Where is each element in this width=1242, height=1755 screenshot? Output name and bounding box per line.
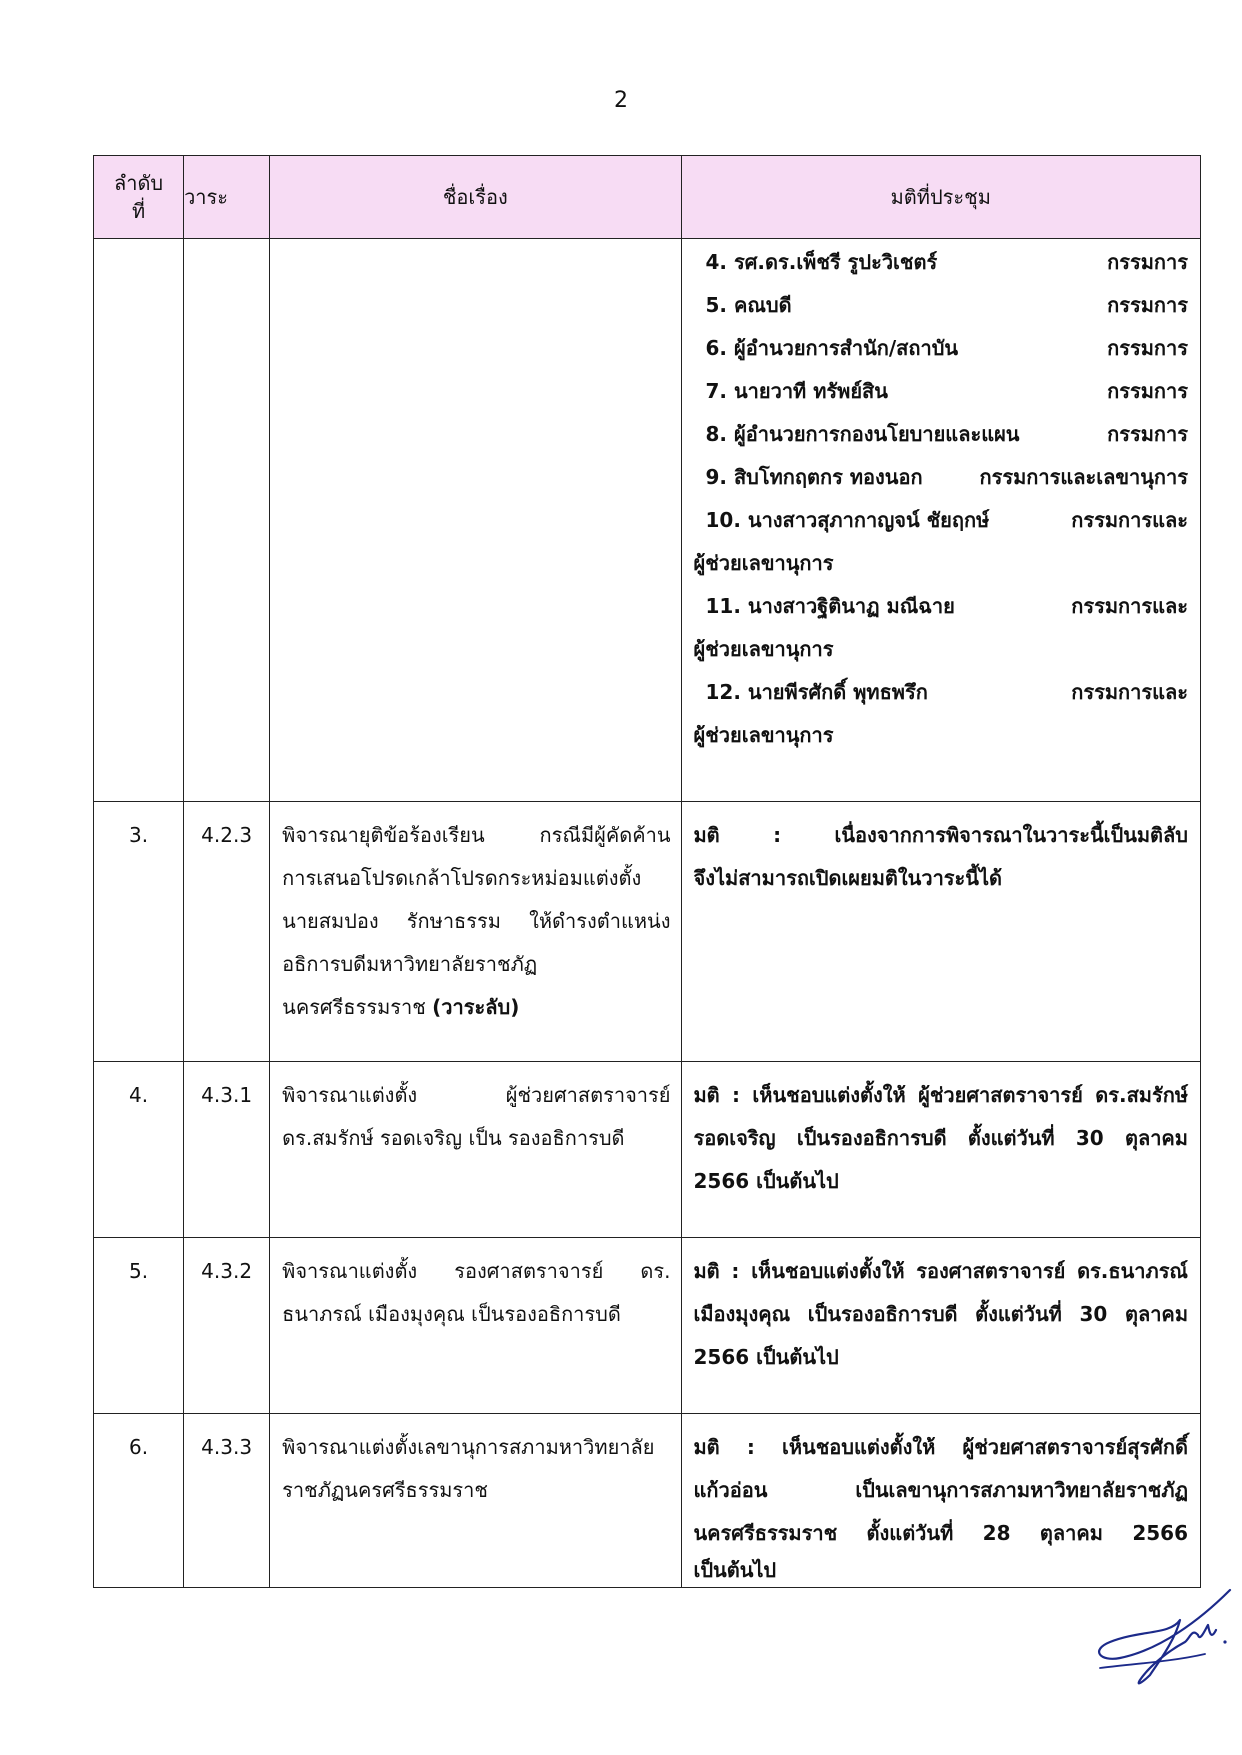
cell-agenda: 4.3.1 [184, 1062, 270, 1238]
member-list [681, 239, 1201, 802]
handwritten-signature [1080, 1580, 1240, 1690]
header-subject: ชื่อเรื่อง [270, 156, 681, 239]
cell-no [94, 239, 184, 802]
cell-no: 6. [94, 1414, 184, 1588]
cell-no: 4. [94, 1062, 184, 1238]
table-row [94, 802, 1201, 1062]
member-item: 11. นางสาวฐิตินาฏ มณีฉาย กรรมการและ [705, 594, 1188, 618]
cell-subject: พิจารณายุติข้อร้องเรียน กรณีมีผู้คัดค้าน การเสนอโปรดเกล้าโปรดกระหม่อมแต่งตั้ง นายสมปอง รักษาธรรม ให้ดำรงตำแหน่ง อธิการบดีมหาวิทยาลัยราชภัฏ นครศรีธรรมราช (วาระลับ) [270, 802, 681, 1062]
member-item: 8. ผู้อำนวยการกองนโยบายและแผน กรรมการ [705, 422, 1188, 446]
table-row [94, 1238, 1201, 1414]
cell-agenda: 4.3.2 [184, 1238, 270, 1414]
member-item: 9. สิบโทกฤตกร ทองนอก กรรมการและเลขานุการ [705, 465, 1188, 489]
cell-agenda: 4.2.3 [184, 802, 270, 1062]
header-no [94, 156, 184, 239]
member-item: 10. นางสาวสุภากาญจน์ ชัยฤกษ์ กรรมการและ [705, 508, 1188, 532]
member-item-continued: ผู้ช่วยเลขานุการ [693, 551, 834, 575]
header-agenda: วาระ [184, 156, 270, 239]
member-item: 5. คณบดี กรรมการ [705, 293, 1188, 317]
cell-agenda: 4.3.3 [184, 1414, 270, 1588]
member-item: 7. นายวาที ทรัพย์สิน กรรมการ [705, 379, 1188, 403]
cell-subject: พิจารณาแต่งตั้ง ผู้ช่วยศาสตราจารย์ ดร.สมรักษ์ รอดเจริญ เป็น รองอธิการบดี [270, 1062, 681, 1238]
cell-agenda [184, 239, 270, 802]
table-row [94, 1414, 1201, 1588]
header-resolution: มติที่ประชุม [681, 156, 1201, 239]
header-no-line2: ที่ [131, 199, 146, 223]
cell-no: 3. [94, 802, 184, 1062]
table-header-row [94, 156, 1201, 239]
cell-subject: พิจารณาแต่งตั้งเลขานุการสภามหาวิทยาลัย ราชภัฏนครศรีธรรมราช [270, 1414, 681, 1588]
cell-subject [270, 239, 681, 802]
minutes-table [93, 155, 1201, 1588]
member-item-continued: ผู้ช่วยเลขานุการ [693, 637, 834, 661]
member-item: 12. นายพีรศักดิ์ พุทธพรึก กรรมการและ [705, 680, 1188, 704]
cell-resolution: มติ : เห็นชอบแต่งตั้งให้ รองศาสตราจารย์ ดร.ธนาภรณ์ เมืองมุงคุณ เป็นรองอธิการบดี ตั้งแต่วันที่ 30 ตุลาคม 2566 เป็นต้นไป [681, 1238, 1201, 1414]
member-item: 6. ผู้อำนวยการสำนัก/สถาบัน กรรมการ [705, 336, 1188, 360]
cell-resolution: มติ : เห็นชอบแต่งตั้งให้ ผู้ช่วยศาสตราจารย์สุรศักดิ์ แก้วอ่อน เป็นเลขานุการสภามหาวิทยาลัยราชภัฏ นครศรีธรรมราช ตั้งแต่วันที่ 28 ตุลาคม 2566 เป็นต้นไป [681, 1414, 1201, 1588]
member-item: 4. รศ.ดร.เพ็ชรี รูปะวิเชตร์ กรรมการ [705, 250, 1188, 274]
cell-resolution: มติ : เนื่องจากการพิจารณาในวาระนี้เป็นมติลับ จึงไม่สามารถเปิดเผยมติในวาระนี้ได้ [681, 802, 1201, 1062]
page-number: 2 [614, 88, 628, 113]
header-no-line1: ลำดับ [113, 171, 164, 195]
cell-resolution: มติ : เห็นชอบแต่งตั้งให้ ผู้ช่วยศาสตราจารย์ ดร.สมรักษ์ รอดเจริญ เป็นรองอธิการบดี ตั้งแต่วันที่ 30 ตุลาคม 2566 เป็นต้นไป [681, 1062, 1201, 1238]
cell-subject: พิจารณาแต่งตั้ง รองศาสตราจารย์ ดร. ธนาภรณ์ เมืองมุงคุณ เป็นรองอธิการบดี [270, 1238, 681, 1414]
table-row-members [94, 239, 1201, 802]
member-item-continued: ผู้ช่วยเลขานุการ [693, 723, 834, 747]
cell-no: 5. [94, 1238, 184, 1414]
table-row [94, 1062, 1201, 1238]
